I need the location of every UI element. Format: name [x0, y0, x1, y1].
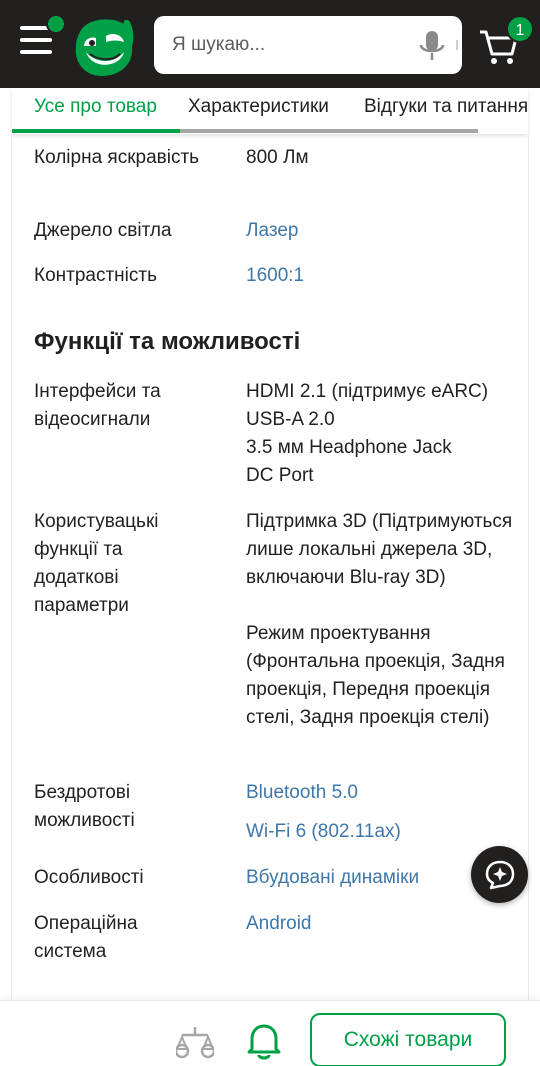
search-divider — [456, 40, 458, 50]
spec-label: Користувацькі функції та додаткові параметри — [34, 511, 159, 616]
spec-label: Інтерфейси та відеосигнали — [34, 381, 161, 430]
spec-value-link[interactable]: Wi-Fi 6 (802.11ax) — [246, 821, 401, 842]
spec-value-link[interactable]: Вбудовані динаміки — [246, 867, 420, 888]
compare-icon[interactable] — [176, 1023, 214, 1059]
active-tab-indicator — [12, 129, 180, 133]
spec-label: Особливості — [34, 867, 144, 888]
tab-all-about-product[interactable]: Усе про товар — [34, 96, 157, 117]
spec-value: HDMI 2.1 (підтримує eARC) — [246, 381, 489, 402]
bell-icon[interactable] — [246, 1021, 282, 1061]
spec-label: Колірна яскравість — [34, 147, 200, 168]
ai-chat-button[interactable] — [471, 846, 528, 903]
spec-value: Режим проектування (Фронтальна проекція, Задня проекція, Передня проекція стелі, Задня проекція стелі) — [246, 623, 505, 728]
product-tabs — [12, 88, 528, 134]
spec-label: Бездротові можливості — [34, 782, 135, 831]
cart-count-badge: 1 — [506, 15, 534, 43]
microphone-icon[interactable] — [418, 30, 446, 62]
spec-value: 800 Лм — [246, 147, 309, 168]
search-input[interactable] — [172, 16, 402, 74]
spec-label: Джерело світла — [34, 220, 172, 241]
spec-value-link[interactable]: Android — [246, 913, 312, 934]
spec-value: USB-A 2.0 — [246, 409, 335, 430]
menu-notification-dot — [46, 14, 66, 34]
spec-value-link[interactable]: Лазер — [246, 220, 299, 241]
logo-icon[interactable] — [72, 16, 134, 78]
spec-label: Контрастність — [34, 265, 157, 286]
top-header — [0, 0, 540, 88]
spec-value: 3.5 мм Headphone Jack — [246, 437, 452, 458]
similar-products-button[interactable]: Схожі товари — [310, 1013, 506, 1066]
chat-sparkle-icon — [471, 846, 528, 903]
spec-label: Операційна система — [34, 913, 138, 962]
spec-value-link[interactable]: Bluetooth 5.0 — [246, 782, 358, 803]
spec-value: DC Port — [246, 465, 314, 486]
spec-value-link[interactable]: 1600:1 — [246, 265, 305, 286]
spec-value: Підтримка 3D (Підтримуються лише локальні джерела 3D, включаючи Blu-ray 3D) — [246, 511, 513, 588]
tab-characteristics[interactable]: Характеристики — [188, 96, 329, 117]
bottom-action-bar — [0, 1000, 540, 1066]
search-box — [154, 16, 462, 74]
section-title: Функції та можливості — [34, 328, 301, 355]
tab-reviews-questions[interactable]: Відгуки та питання — [364, 96, 528, 117]
